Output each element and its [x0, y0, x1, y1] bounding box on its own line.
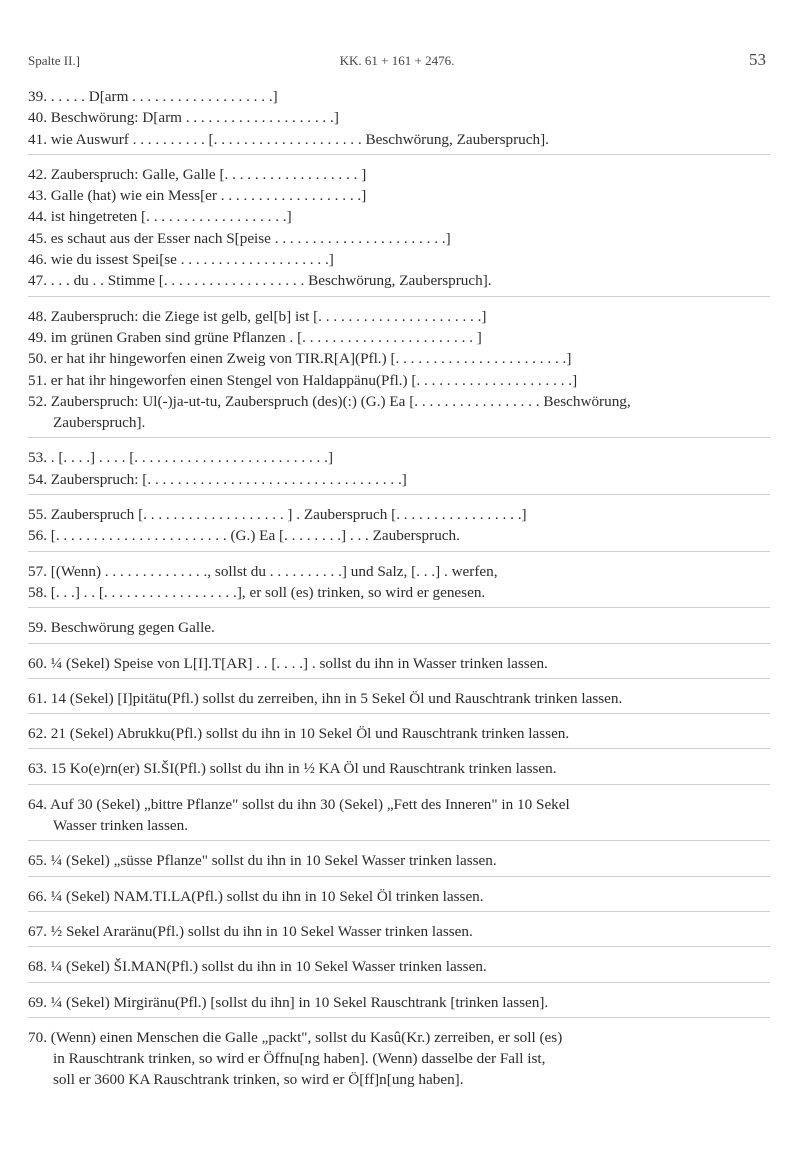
- entry-line-50: 50. er hat ihr hingeworfen einen Zweig von TIR.R[A](Pfl.) [. . . . . . . . . . . . . . . . . . . . . . .]: [28, 350, 572, 368]
- entry-line-46: 46. wie du issest Spei[se . . . . . . . . . . . . . . . . . . . .]: [28, 251, 334, 269]
- entry-group: [28, 447, 770, 495]
- column-reference: Spalte II.]: [28, 53, 80, 68]
- entry-line-64: 64. Auf 30 (Sekel) „bittre Pflanze" sollst du ihn 30 (Sekel) „Fett des Inneren" in 10 Sekel: [28, 795, 570, 813]
- entry-line-44: 44. ist hingetreten [. . . . . . . . . . . . . . . . . . .]: [28, 208, 292, 226]
- entry-line-64-continued: Wasser trinken lassen.: [53, 817, 189, 835]
- translation-text: [28, 86, 770, 1104]
- entry-group: [28, 921, 770, 947]
- entry-line-70-continued: soll er 3600 KA Rauschtrank trinken, so wird er Ö[ff]n[ung haben].: [53, 1071, 464, 1089]
- entry-group: [28, 653, 770, 679]
- entry-group: [28, 504, 770, 552]
- entry-line-52-continued: Zauberspruch].: [53, 414, 146, 432]
- entry-line-67: 67. ½ Sekel Araränu(Pfl.) sollst du ihn in 10 Sekel Wasser trinken lassen.: [28, 922, 473, 940]
- entry-line-56: 56. [. . . . . . . . . . . . . . . . . . . . . . . (G.) Ea [. . . . . . . .] . . . Zauberspruch.: [28, 527, 460, 545]
- entry-group: [28, 306, 770, 439]
- entry-line-51: 51. er hat ihr hingeworfen einen Stengel von Haldappänu(Pfl.) [. . . . . . . . . . . . . . . . . . . . .]: [28, 371, 578, 389]
- entry-group: [28, 1027, 770, 1095]
- entry-line-54: 54. Zauberspruch: [. . . . . . . . . . . . . . . . . . . . . . . . . . . . . . . . . .]: [28, 470, 407, 488]
- entry-group: [28, 956, 770, 982]
- entry-line-40: 40. Beschwörung: D[arm . . . . . . . . . . . . . . . . . . . .]: [28, 109, 339, 127]
- entry-line-49: 49. im grünen Graben sind grüne Pflanzen . [. . . . . . . . . . . . . . . . . . . . . . . ]: [28, 328, 482, 346]
- entry-line-65: 65. ¼ (Sekel) „süsse Pflanze" sollst du ihn in 10 Sekel Wasser trinken lassen.: [28, 852, 497, 870]
- entry-group: [28, 86, 770, 155]
- entry-line-59: 59. Beschwörung gegen Galle.: [28, 619, 215, 637]
- entry-line-58: 58. [. . .] . . [. . . . . . . . . . . . . . . . . .], er soll (es) trinken, so wird er genesen.: [28, 583, 486, 601]
- entry-line-48: 48. Zauberspruch: die Ziege ist gelb, gel[b] ist [. . . . . . . . . . . . . . . . . . . . . .]: [28, 307, 487, 325]
- entry-line-53: 53. . [. . . .] . . . . [. . . . . . . . . . . . . . . . . . . . . . . . . .]: [28, 449, 333, 467]
- entry-group: [28, 617, 770, 643]
- entry-line-42: 42. Zauberspruch: Galle, Galle [. . . . . . . . . . . . . . . . . . ]: [28, 165, 367, 183]
- entry-group: [28, 723, 770, 749]
- entry-line-47: 47. . . . du . . Stimme [. . . . . . . . . . . . . . . . . . . Beschwörung, Zauberspruch].: [28, 272, 492, 290]
- entry-group: [28, 992, 770, 1018]
- entry-line-63: 63. 15 Ko(e)rn(er) SI.ŠI(Pfl.) sollst du ihn in ½ KA Öl und Rauschtrank trinken lassen.: [28, 760, 557, 778]
- entry-line-55: 55. Zauberspruch [. . . . . . . . . . . . . . . . . . . ] . Zauberspruch [. . . . . . . . . . . . . . . . .]: [28, 506, 527, 524]
- entry-line-45: 45. es schaut aus der Esser nach S[peise . . . . . . . . . . . . . . . . . . . . . . .]: [28, 229, 451, 247]
- entry-line-41: 41. wie Auswurf . . . . . . . . . . [. . . . . . . . . . . . . . . . . . . . Beschwörung, Zauberspruch].: [28, 130, 549, 148]
- entry-group: [28, 850, 770, 876]
- entry-group: [28, 164, 770, 297]
- entry-line-70: 70. (Wenn) einen Menschen die Galle „packt", sollst du Kasû(Kr.) zerreiben, er soll (es): [28, 1028, 563, 1046]
- entry-line-57: 57. [(Wenn) . . . . . . . . . . . . . ., sollst du . . . . . . . . . .] und Salz, [. . .] . werfen,: [28, 562, 498, 580]
- entry-group: [28, 886, 770, 912]
- entry-group: [28, 758, 770, 784]
- entry-group: [28, 794, 770, 842]
- page-number: 53: [749, 50, 766, 69]
- tablet-reference: KK. 61 + 161 + 2476.: [339, 53, 455, 68]
- running-header: [28, 50, 766, 70]
- entry-line-68: 68. ¼ (Sekel) ŠI.MAN(Pfl.) sollst du ihn in 10 Sekel Wasser trinken lassen.: [28, 958, 487, 976]
- entry-line-43: 43. Galle (hat) wie ein Mess[er . . . . . . . . . . . . . . . . . . .]: [28, 187, 367, 205]
- entry-line-70-continued: in Rauschtrank trinken, so wird er Öffnu[ng haben]. (Wenn) dasselbe der Fall ist,: [53, 1050, 546, 1068]
- entry-line-39: 39. . . . . . D[arm . . . . . . . . . . . . . . . . . . .]: [28, 88, 278, 105]
- entry-line-62: 62. 21 (Sekel) Abrukku(Pfl.) sollst du ihn in 10 Sekel Öl und Rauschtrank trinken lassen.: [28, 725, 570, 743]
- entry-line-69: 69. ¼ (Sekel) Mirgiränu(Pfl.) [sollst du ihn] in 10 Sekel Rauschtrank [trinken lassen].: [28, 993, 549, 1011]
- entry-line-52: 52. Zauberspruch: Ul(-)ja-ut-tu, Zauberspruch (des)(:) (G.) Ea [. . . . . . . . . . . . . . . . . Beschwörung,: [28, 392, 631, 410]
- entry-line-66: 66. ¼ (Sekel) NAM.TI.LA(Pfl.) sollst du ihn in 10 Sekel Öl trinken lassen.: [28, 887, 484, 905]
- entry-group: [28, 688, 770, 714]
- entry-line-60: 60. ¼ (Sekel) Speise von L[I].T[AR] . . [. . . .] . sollst du ihn in Wasser trinken lassen.: [28, 654, 548, 672]
- entry-group: [28, 561, 770, 609]
- entry-line-61: 61. 14 (Sekel) [I]pitätu(Pfl.) sollst du zerreiben, ihn in 5 Sekel Öl und Rauschtrank trinken lassen.: [28, 689, 623, 707]
